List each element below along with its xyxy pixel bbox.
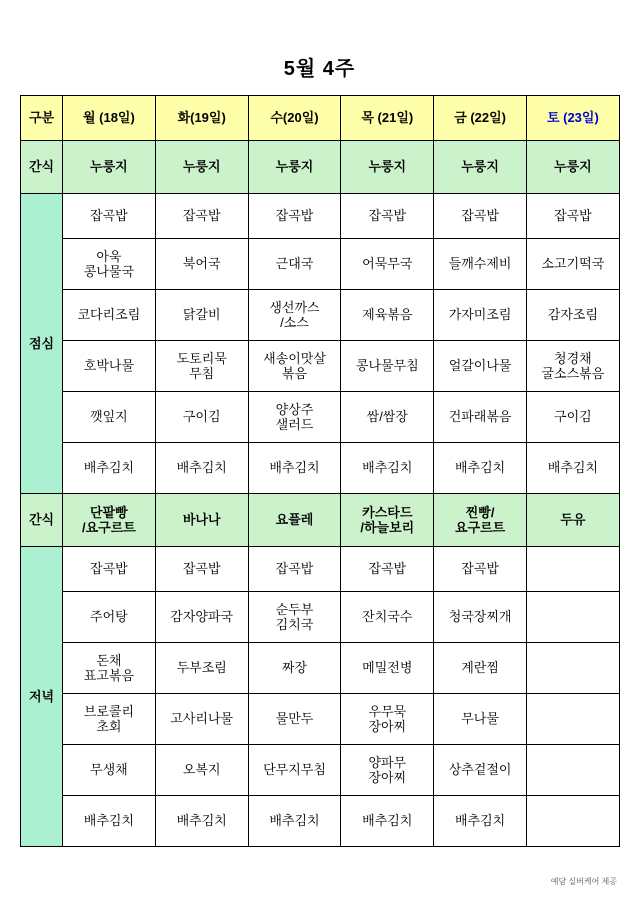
dinner-cell: 오복지 <box>155 745 248 796</box>
lunch-row <box>21 194 620 239</box>
lunch-cell: 잡곡밥 <box>155 194 248 239</box>
dinner-cell: 주어탕 <box>63 592 156 643</box>
morning-snack-row <box>21 141 620 194</box>
morning-snack-cell: 누룽지 <box>63 141 156 194</box>
lunch-row <box>21 341 620 392</box>
afternoon-snack-cell: 단팥빵 /요구르트 <box>63 494 156 547</box>
weekly-menu-table <box>20 95 620 847</box>
dinner-cell-empty <box>526 745 619 796</box>
dinner-cell: 순두부 김치국 <box>248 592 341 643</box>
afternoon-snack-cell: 바나나 <box>155 494 248 547</box>
header-day-date: (20일) <box>282 110 319 126</box>
dinner-cell: 우무묵 장아찌 <box>341 694 434 745</box>
lunch-cell: 감자조림 <box>526 290 619 341</box>
header-day-wed <box>248 96 341 141</box>
afternoon-snack-cell: 찐빵/ 요구르트 <box>434 494 527 547</box>
dinner-cell: 돈채 표고볶음 <box>63 643 156 694</box>
dinner-cell: 물만두 <box>248 694 341 745</box>
lunch-cell: 콩나물무침 <box>341 341 434 392</box>
header-day-date: (18일) <box>99 110 135 126</box>
dinner-cell: 배추김치 <box>63 796 156 847</box>
lunch-cell: 얼갈이나물 <box>434 341 527 392</box>
lunch-cell: 배추김치 <box>155 443 248 494</box>
dinner-cell: 잡곡밥 <box>63 547 156 592</box>
dinner-cell: 잡곡밥 <box>341 547 434 592</box>
dinner-cell: 두부조림 <box>155 643 248 694</box>
lunch-cell: 양상주 샐러드 <box>248 392 341 443</box>
header-day-sat <box>526 96 619 141</box>
lunch-cell: 배추김치 <box>248 443 341 494</box>
lunch-cell: 구이김 <box>526 392 619 443</box>
dinner-cell: 무생채 <box>63 745 156 796</box>
lunch-cell: 잡곡밥 <box>341 194 434 239</box>
morning-snack-cell: 누룽지 <box>248 141 341 194</box>
lunch-cell: 잡곡밥 <box>434 194 527 239</box>
lunch-cell: 청경채 굴소스볶음 <box>526 341 619 392</box>
dinner-cell: 메밀전병 <box>341 643 434 694</box>
lunch-cell: 도토리묵 무침 <box>155 341 248 392</box>
header-day-fri <box>434 96 527 141</box>
afternoon-snack-label: 간식 <box>21 494 63 547</box>
dinner-cell: 잔치국수 <box>341 592 434 643</box>
lunch-cell: 생선까스 /소스 <box>248 290 341 341</box>
dinner-cell: 배추김치 <box>248 796 341 847</box>
dinner-row <box>21 547 620 592</box>
header-day-name: 월 <box>82 110 96 126</box>
lunch-cell: 깻잎지 <box>63 392 156 443</box>
lunch-cell: 소고기떡국 <box>526 239 619 290</box>
lunch-cell: 들깨수제비 <box>434 239 527 290</box>
header-day-tue <box>155 96 248 141</box>
dinner-row <box>21 694 620 745</box>
lunch-row <box>21 239 620 290</box>
header-day-thu <box>341 96 434 141</box>
dinner-cell: 무나물 <box>434 694 527 745</box>
lunch-cell: 북어국 <box>155 239 248 290</box>
dinner-row <box>21 643 620 694</box>
dinner-cell-empty <box>526 547 619 592</box>
lunch-cell: 코다리조림 <box>63 290 156 341</box>
dinner-cell: 배추김치 <box>434 796 527 847</box>
header-day-name: 목 <box>361 110 374 126</box>
lunch-row <box>21 392 620 443</box>
dinner-cell-empty <box>526 592 619 643</box>
dinner-cell: 짜장 <box>248 643 341 694</box>
lunch-cell: 배추김치 <box>63 443 156 494</box>
lunch-row <box>21 290 620 341</box>
dinner-row <box>21 796 620 847</box>
dinner-cell: 청국장찌개 <box>434 592 527 643</box>
dinner-cell: 고사리나물 <box>155 694 248 745</box>
header-day-name: 화 <box>177 110 191 126</box>
lunch-cell: 어묵무국 <box>341 239 434 290</box>
afternoon-snack-row <box>21 494 620 547</box>
dinner-cell: 양파무 장아찌 <box>341 745 434 796</box>
lunch-row <box>21 443 620 494</box>
dinner-cell-empty <box>526 796 619 847</box>
lunch-cell: 배추김치 <box>434 443 527 494</box>
dinner-cell: 브로콜리 초회 <box>63 694 156 745</box>
header-day-name: 수 <box>270 110 283 126</box>
morning-snack-cell: 누룽지 <box>434 141 527 194</box>
lunch-cell: 잡곡밥 <box>526 194 619 239</box>
dinner-cell: 단무지무침 <box>248 745 341 796</box>
lunch-cell: 아욱 콩나물국 <box>63 239 156 290</box>
dinner-cell: 배추김치 <box>155 796 248 847</box>
morning-snack-cell: 누룽지 <box>341 141 434 194</box>
dinner-row <box>21 592 620 643</box>
afternoon-snack-cell: 요플레 <box>248 494 341 547</box>
header-label: 구분 <box>21 96 63 141</box>
dinner-cell: 잡곡밥 <box>155 547 248 592</box>
lunch-cell: 잡곡밥 <box>63 194 156 239</box>
lunch-cell: 쌈/쌈장 <box>341 392 434 443</box>
page-title: 5월 4주 <box>283 58 356 80</box>
dinner-row <box>21 745 620 796</box>
lunch-cell: 배추김치 <box>341 443 434 494</box>
header-day-name: 금 <box>454 110 467 126</box>
header-day-mon <box>63 96 156 141</box>
lunch-cell: 제육볶음 <box>341 290 434 341</box>
lunch-label: 점심 <box>21 194 63 494</box>
dinner-cell: 배추김치 <box>341 796 434 847</box>
lunch-cell: 근대국 <box>248 239 341 290</box>
header-day-date: (22일) <box>470 110 507 126</box>
header-day-date: (21일) <box>377 110 414 126</box>
header-day-date: (23일) <box>563 110 599 126</box>
dinner-cell-empty <box>526 694 619 745</box>
afternoon-snack-cell: 두유 <box>526 494 619 547</box>
dinner-cell: 계란찜 <box>434 643 527 694</box>
lunch-cell: 건파래볶음 <box>434 392 527 443</box>
lunch-cell: 닭갈비 <box>155 290 248 341</box>
morning-snack-cell: 누룽지 <box>155 141 248 194</box>
lunch-cell: 가자미조림 <box>434 290 527 341</box>
afternoon-snack-cell: 카스타드 /하늘보리 <box>341 494 434 547</box>
dinner-cell: 상추겉절이 <box>434 745 527 796</box>
dinner-cell: 감자양파국 <box>155 592 248 643</box>
lunch-cell: 구이김 <box>155 392 248 443</box>
morning-snack-label: 간식 <box>21 141 63 194</box>
footer-note: 예담 실버케어 제공 <box>550 877 617 886</box>
lunch-cell: 새송이맛살 볶음 <box>248 341 341 392</box>
dinner-cell: 잡곡밥 <box>248 547 341 592</box>
header-day-date: (19일) <box>190 110 226 126</box>
table-header-row <box>21 96 620 141</box>
morning-snack-cell: 누룽지 <box>526 141 619 194</box>
lunch-cell: 호박나물 <box>63 341 156 392</box>
header-day-name: 토 <box>546 110 560 126</box>
dinner-cell-empty <box>526 643 619 694</box>
lunch-cell: 배추김치 <box>526 443 619 494</box>
dinner-label: 저녁 <box>21 547 63 847</box>
dinner-cell: 잡곡밥 <box>434 547 527 592</box>
lunch-cell: 잡곡밥 <box>248 194 341 239</box>
